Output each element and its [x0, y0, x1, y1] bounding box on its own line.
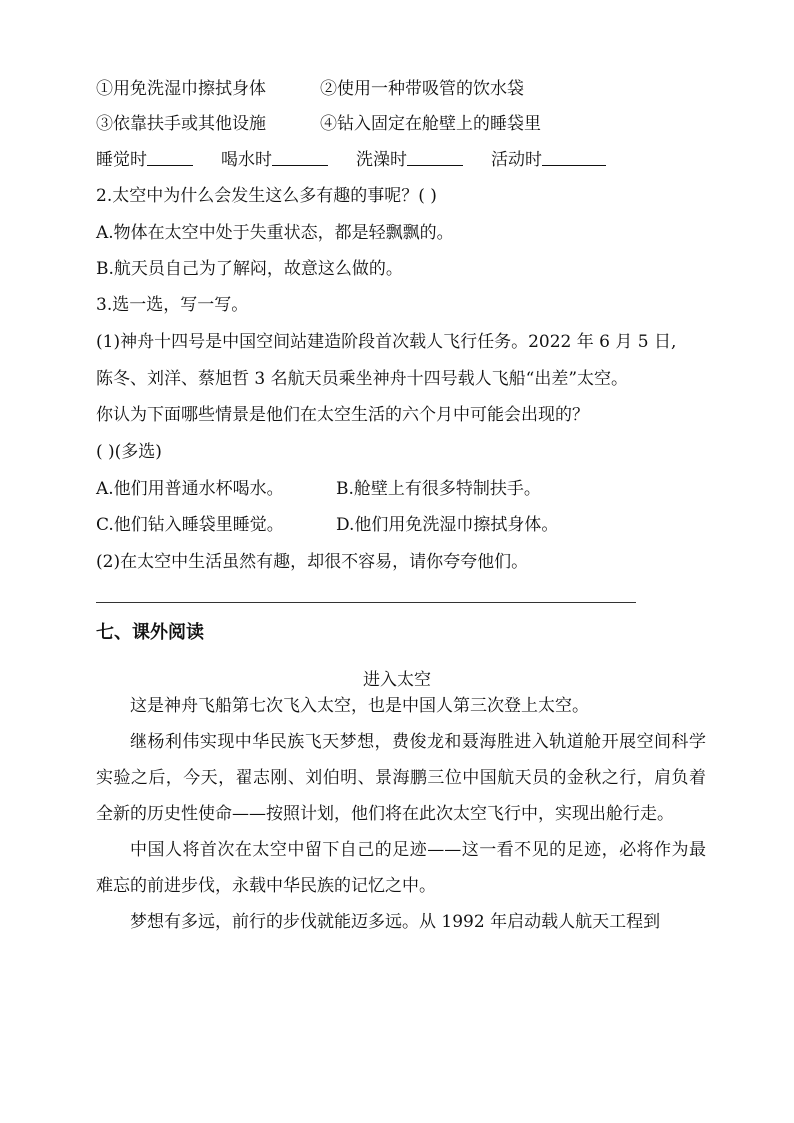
options-row-1 — [96, 78, 524, 100]
question-3-1-line-3: 你认为下面哪些情景是他们在太空生活的六个月中可能会出现的？ — [96, 405, 589, 425]
option-2: ②使用一种带吸管的饮水袋 — [320, 79, 524, 99]
option-3: ③依靠扶手或其他设施 — [96, 114, 266, 134]
blank-drink[interactable] — [272, 149, 328, 166]
question-3-1-answer-bracket: ( )(多选) — [96, 442, 162, 462]
option-4: ④钻入固定在舱壁上的睡袋里 — [320, 114, 541, 134]
option-1: ①用免洗湿巾擦拭身体 — [96, 79, 266, 99]
reading-title: 进入太空 — [363, 670, 431, 690]
blank-wash[interactable] — [407, 149, 463, 166]
fill-blank-row — [96, 149, 606, 171]
question-2: 2.太空中为什么会发生这么多有趣的事呢？( ) — [96, 186, 437, 206]
question-2-option-a: A.物体在太空中处于失重状态，都是轻飘飘的。 — [96, 223, 454, 243]
paragraph-1: 这是神舟飞船第七次飞入太空，也是中国人第三次登上太空。 — [130, 696, 589, 716]
question-3-1-line-1: (1)神舟十四号是中国空间站建造阶段首次载人飞行任务。2022 年 6 月 5 日, — [96, 332, 677, 352]
question-3-options-row-2 — [96, 514, 558, 536]
blank-activity[interactable] — [542, 149, 606, 166]
question-3-options-row-1 — [96, 478, 541, 500]
fill-label-activity: 活动时 — [491, 150, 542, 170]
blank-sleep[interactable] — [147, 149, 193, 166]
question-3-option-c: C.他们钻入睡袋里睡觉。 — [96, 515, 284, 535]
question-3-option-b: B.舱壁上有很多特制扶手。 — [336, 479, 541, 499]
question-3-option-d: D.他们用免洗湿巾擦拭身体。 — [336, 515, 559, 535]
question-3-1-line-2: 陈冬、刘洋、蔡旭哲 3 名航天员乘坐神舟十四号载人飞船“出差”太空。 — [96, 369, 629, 389]
answer-line[interactable] — [96, 602, 636, 603]
fill-label-drink: 喝水时 — [221, 150, 272, 170]
paragraph-4: 梦想有多远，前行的步伐就能迈多远。从 1992 年启动载人航天工程到 — [130, 912, 661, 932]
paragraph-2: 继杨利伟实现中华民族飞天梦想，费俊龙和聂海胜进入轨道舱开展空间科学实验之后，今天，翟志刚、刘伯明、景海鹏三位中国航天员的金秋之行，肩负着全新的历史性使命——按照计划，他们将在此次太空飞行中，实现出舱行走。 — [96, 732, 706, 824]
question-3-2: (2)在太空中生活虽然有趣，却很不容易，请你夸夸他们。 — [96, 552, 529, 572]
question-3-option-a: A.他们用普通水杯喝水。 — [96, 479, 284, 499]
reading-passage — [96, 688, 706, 940]
question-3: 3.选一选，写一写。 — [96, 295, 249, 315]
fill-label-wash: 洗澡时 — [356, 150, 407, 170]
paragraph-3: 中国人将首次在太空中留下自己的足迹——这一看不见的足迹，必将作为最难忘的前进步伐，永载中华民族的记忆之中。 — [96, 840, 706, 896]
fill-label-sleep: 睡觉时 — [96, 150, 147, 170]
options-row-2 — [96, 113, 541, 135]
section-heading: 七、课外阅读 — [96, 622, 204, 643]
question-2-option-b: B.航天员自己为了解闷，故意这么做的。 — [96, 259, 403, 279]
